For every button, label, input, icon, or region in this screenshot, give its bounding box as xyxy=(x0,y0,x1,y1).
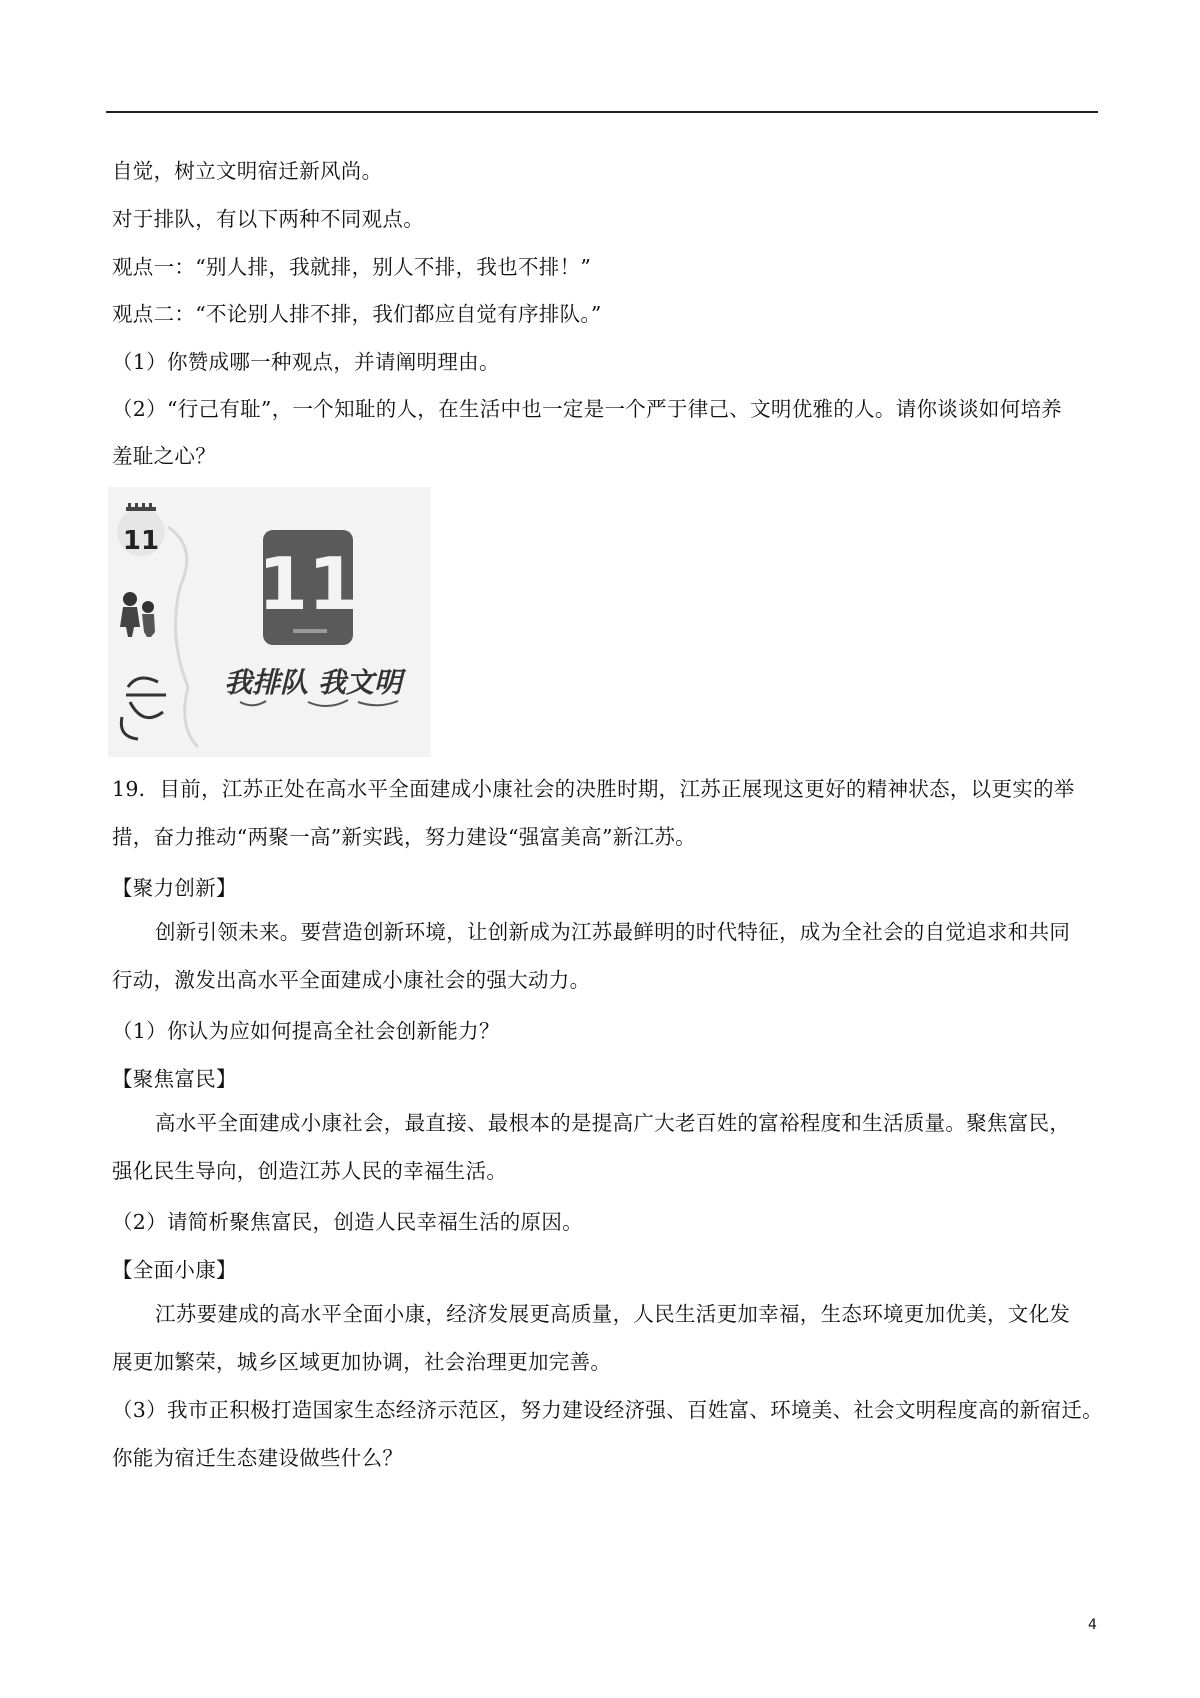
text-line: 江苏要建成的高水平全面小康，经济发展更高质量，人民生活更加幸福，生态环境更加优美，文化发 xyxy=(155,1302,1071,1326)
text-line: 展更加繁荣，城乡区域更加协调，社会治理更加完善。 xyxy=(112,1350,612,1374)
text-line: 观点二：“不论别人排不排，我们都应自觉有序排队。” xyxy=(112,302,602,326)
logo-text: 11 xyxy=(257,542,359,626)
text-line: 高水平全面建成小康社会，最直接、最根本的是提高广大老百姓的富裕程度和生活质量。聚焦富民， xyxy=(155,1111,1071,1135)
section-heading: 【聚力创新】 xyxy=(112,876,237,900)
question-3 xyxy=(112,1386,1102,1482)
slogan: 我排队 我文明 xyxy=(224,666,402,699)
question-1: （1）你赞成哪一种观点，并请阐明理由。 xyxy=(112,350,500,374)
text-line: 观点一：“别人排，我就排，别人不排，我也不排！” xyxy=(112,255,592,279)
question-2: （2）请简析聚焦富民，创造人民幸福生活的原因。 xyxy=(112,1210,583,1234)
text-line: 措，奋力推动“两聚一高”新实践，努力建设“强富美高”新江苏。 xyxy=(112,825,696,849)
paragraph xyxy=(112,908,1102,1004)
paragraph xyxy=(112,1099,1102,1195)
text-line: 创新引领未来。要营造创新环境，让创新成为江苏最鲜明的时代特征，成为全社会的自觉追求和共同 xyxy=(155,920,1071,944)
text-line: 自觉，树立文明宿迁新风尚。 xyxy=(112,159,383,183)
calendar-day: 11 xyxy=(122,526,160,556)
text-line: 行动，激发出高水平全面建成小康社会的强大动力。 xyxy=(112,968,591,992)
paragraph xyxy=(112,1290,1102,1386)
text-line: 强化民生导向，创造江苏人民的幸福生活。 xyxy=(112,1159,508,1183)
logo-badge xyxy=(258,530,358,645)
text-line: 羞耻之心？ xyxy=(112,444,216,468)
queue-civility-poster xyxy=(108,487,431,757)
header-rule xyxy=(106,111,1098,113)
page-number: 4 xyxy=(1088,1617,1097,1633)
question-1: （1）你认为应如何提高全社会创新能力？ xyxy=(112,1019,500,1043)
section-heading: 【全面小康】 xyxy=(112,1258,237,1282)
text-line: 对于排队，有以下两种不同观点。 xyxy=(112,207,424,231)
question-2: （2）“行己有耻”，一个知耻的人，在生活中也一定是一个严于律己、文明优雅的人。请你谈谈如何培养 xyxy=(112,397,1063,421)
text-line: 19．目前，江苏正处在高水平全面建成小康社会的决胜时期，江苏正展现这更好的精神状态，以更实的举 xyxy=(112,777,1075,801)
section-heading: 【聚焦富民】 xyxy=(112,1067,237,1091)
question-19 xyxy=(112,765,1102,861)
text-line: （3）我市正积极打造国家生态经济示范区，努力建设经济强、百姓富、环境美、社会文明程度高的新宿迁。 xyxy=(112,1398,1103,1422)
text-line: 你能为宿迁生态建设做些什么？ xyxy=(112,1446,404,1470)
